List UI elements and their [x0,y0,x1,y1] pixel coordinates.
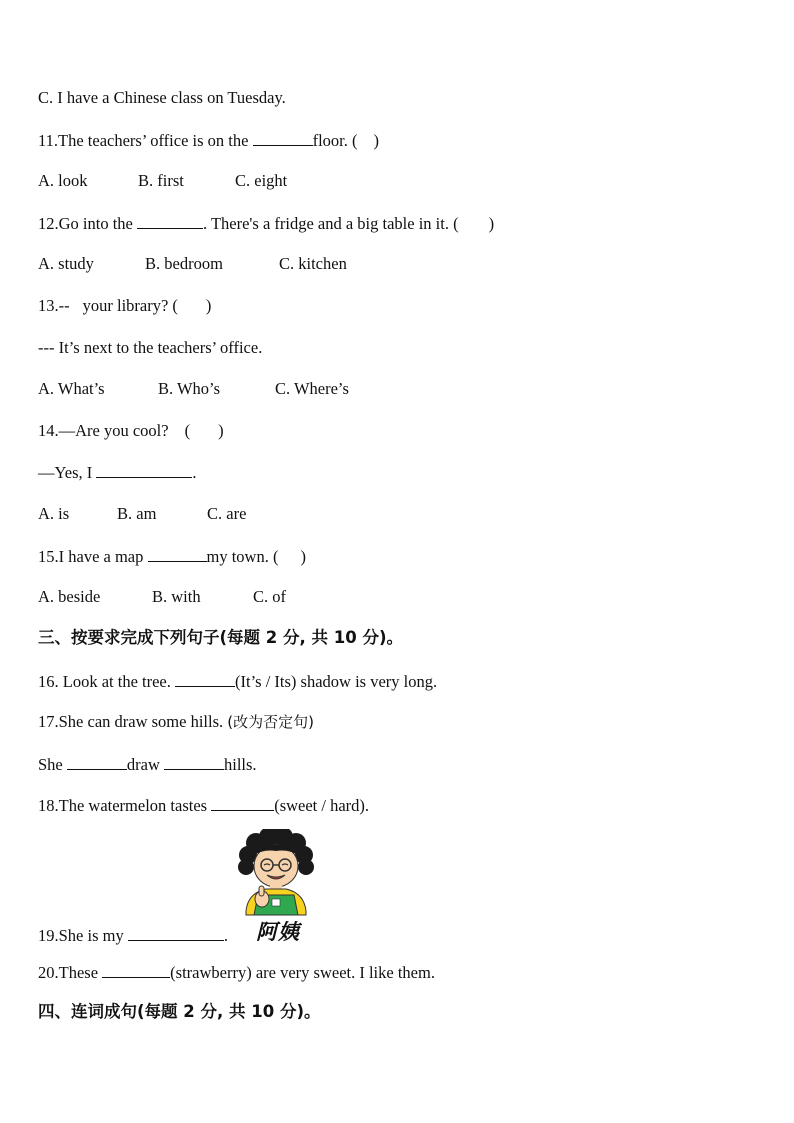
question-12 [38,213,494,234]
q18-text: 18.The watermelon tastes [38,796,212,815]
q20-text-after: (strawberry) are very sweet. I like them. [170,963,435,982]
section-4-heading: 四、连词成句(每题 2 分, 共 10 分)。 [38,1002,321,1021]
q16-blank[interactable] [175,671,235,687]
q14-paren-close: ) [218,421,224,440]
q14-blank[interactable] [96,462,192,478]
q14-answer-end: . [192,463,197,482]
question-16 [38,671,437,692]
q13-text: your library? ( [82,296,178,315]
q15-option-b[interactable]: B. with [152,587,201,606]
q10-option-c: C. I have a Chinese class on Tuesday. [38,88,286,107]
q19-text-end: . [223,926,228,945]
q12-text: 12.Go into the [38,214,137,233]
q17-text: 17.She can draw some hills. [38,712,228,731]
q17-hint: (改为否定句) [227,713,314,731]
q11-option-a[interactable]: A. look [38,171,88,190]
question-17 [38,712,314,732]
question-18 [38,795,369,816]
q11-text-after: floor. ( [312,131,358,150]
q13-option-c[interactable]: C. Where’s [275,379,349,398]
q15-option-c[interactable]: C. of [253,587,286,606]
q15-option-a[interactable]: A. beside [38,587,101,606]
q13-option-a[interactable]: A. What’s [38,379,105,398]
q11-text: 11.The teachers’ office is on the [38,131,253,150]
q17-answer-end: hills. [223,755,257,774]
question-11 [38,130,379,151]
q15-text: 15.I have a map [38,547,148,566]
q17-blank-2[interactable] [164,754,224,770]
aunt-illustration [236,829,316,946]
q14-paren-open: ( [184,421,191,440]
q20-text: 20.These [38,963,103,982]
q19-text: 19.She is my [38,926,128,945]
q16-text: 16. Look at the tree. [38,672,175,691]
section-3-heading: 三、按要求完成下列句子(每题 2 分, 共 10 分)。 [38,628,404,647]
q14-answer-text: —Yes, I [38,463,97,482]
question-13 [38,296,211,316]
q12-option-b[interactable]: B. bedroom [145,254,223,273]
q12-blank[interactable] [137,213,203,229]
question-15 [38,546,306,567]
q14-option-b[interactable]: B. am [117,504,157,523]
q13-answer-line: --- It’s next to the teachers’ office. [38,338,263,357]
q18-blank[interactable] [211,795,274,811]
q17-answer-line [38,754,257,775]
q14-option-c[interactable]: C. are [207,504,247,523]
aunt-image-label: 阿姨 [256,920,300,944]
q15-text-after: my town. ( [206,547,279,566]
q11-paren-close: ) [373,131,379,150]
q11-option-c[interactable]: C. eight [235,171,288,190]
q12-paren-close: ) [488,214,495,233]
q12-option-c[interactable]: C. kitchen [279,254,347,273]
q17-answer-start: She [38,755,67,774]
q13-option-b[interactable]: B. Who’s [158,379,221,398]
q20-blank[interactable] [102,962,170,978]
q11-option-b[interactable]: B. first [138,171,184,190]
q12-option-a[interactable]: A. study [38,254,94,273]
q19-blank[interactable] [128,925,224,941]
q14-option-a[interactable]: A. is [38,504,70,523]
q15-paren-close: ) [300,547,306,566]
q13-paren-close: ) [205,296,212,315]
q17-answer-mid: draw [126,755,164,774]
q15-blank[interactable] [148,546,207,562]
q14-answer-line [38,462,197,483]
q16-text-after: (It’s / Its) shadow is very long. [235,672,438,691]
q12-text-after: . There's a fridge and a big table in it. ( [203,214,459,233]
q13-number: 13.-- [38,296,70,315]
question-19 [38,925,228,946]
q11-blank[interactable] [253,130,313,146]
q18-text-after: (sweet / hard). [274,796,370,815]
q17-blank-1[interactable] [67,754,127,770]
question-20 [38,962,435,983]
question-14 [38,421,224,441]
q14-text: 14.—Are you cool? [38,421,169,440]
